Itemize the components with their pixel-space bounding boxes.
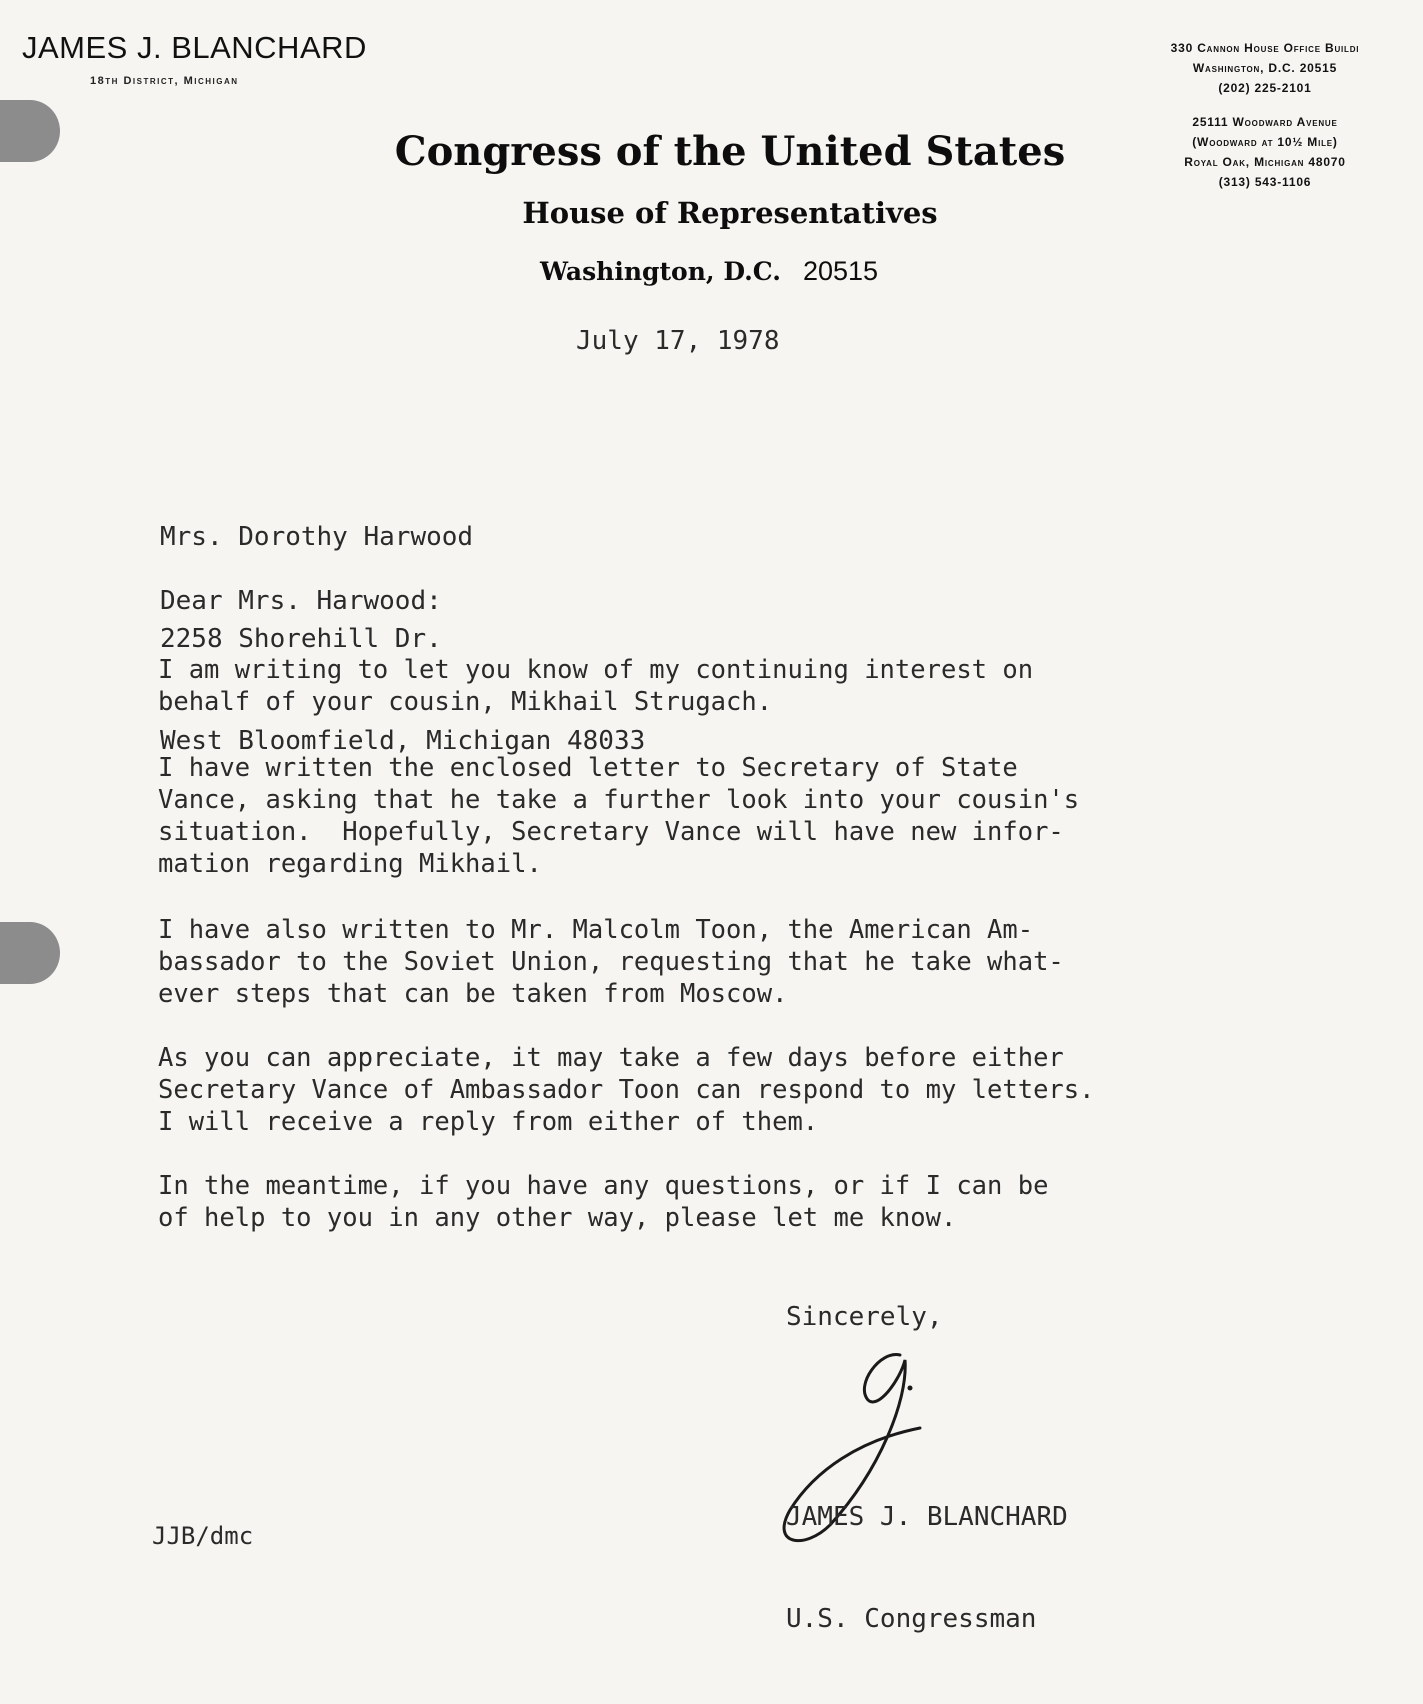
local-address-line: (313) 543-1106 <box>1218 175 1312 189</box>
city-name: Washington, D.C. <box>540 257 781 286</box>
typist-initials: JJB/dmc <box>152 1522 254 1550</box>
letter-date: July 17, 1978 <box>576 326 780 356</box>
dc-address-line: 330 Cannon House Office Buildi <box>1170 41 1360 55</box>
city-zip: 20515 <box>802 256 879 286</box>
letterhead-title: Congress of the United States <box>394 128 1066 175</box>
signature-block <box>786 1432 1068 1704</box>
local-address-line: 25111 Woodward Avenue <box>1192 115 1338 129</box>
local-address-line: Royal Oak, Michigan 48070 <box>1184 155 1346 169</box>
letterhead-city <box>540 256 878 287</box>
recipient-line: West Bloomfield, Michigan 48033 <box>160 726 646 756</box>
signer-title: U.S. Congressman <box>786 1604 1037 1634</box>
letterhead-subtitle: House of Representatives <box>522 196 938 230</box>
dc-address <box>1115 38 1415 98</box>
local-address-line: (Woodward at 10½ Mile) <box>1192 135 1338 149</box>
recipient-line: 2258 Shorehill Dr. <box>160 624 442 654</box>
body-paragraph: In the meantime, if you have any questions, or if I can be of help to you in any other way, please let me know. <box>158 1171 1049 1233</box>
body-paragraph: As you can appreciate, it may take a few days before either Secretary Vance of Ambassador Toon can respond to my letters. I will receive a reply from either of them. <box>158 1043 1095 1137</box>
signer-name: JAMES J. BLANCHARD <box>786 1502 1068 1532</box>
recipient-line: Mrs. Dorothy Harwood <box>160 522 474 552</box>
dc-address-line: Washington, D.C. 20515 <box>1192 61 1338 75</box>
body-paragraph: I am writing to let you know of my continuing interest on behalf of your cousin, Mikhail Strugach. <box>158 655 1034 717</box>
letterhead-district: 18th District, Michigan <box>90 75 239 87</box>
salutation: Dear Mrs. Harwood: <box>160 586 442 616</box>
body-paragraph: I have also written to Mr. Malcolm Toon, the American Am- bassador to the Soviet Union, requesting that he take what- ever steps that can be taken from Moscow. <box>158 915 1064 1009</box>
closing: Sincerely, <box>786 1302 943 1332</box>
letterhead-name: JAMES J. BLANCHARD <box>22 30 367 65</box>
dc-address-line: (202) 225-2101 <box>1218 81 1312 95</box>
body-paragraph: I have written the enclosed letter to Secretary of State Vance, asking that he take a further look into your cousin's situation. Hopefully, Secretary Vance will have new infor- mation regarding Mikhail. <box>158 753 1080 879</box>
punch-hole <box>0 922 60 984</box>
